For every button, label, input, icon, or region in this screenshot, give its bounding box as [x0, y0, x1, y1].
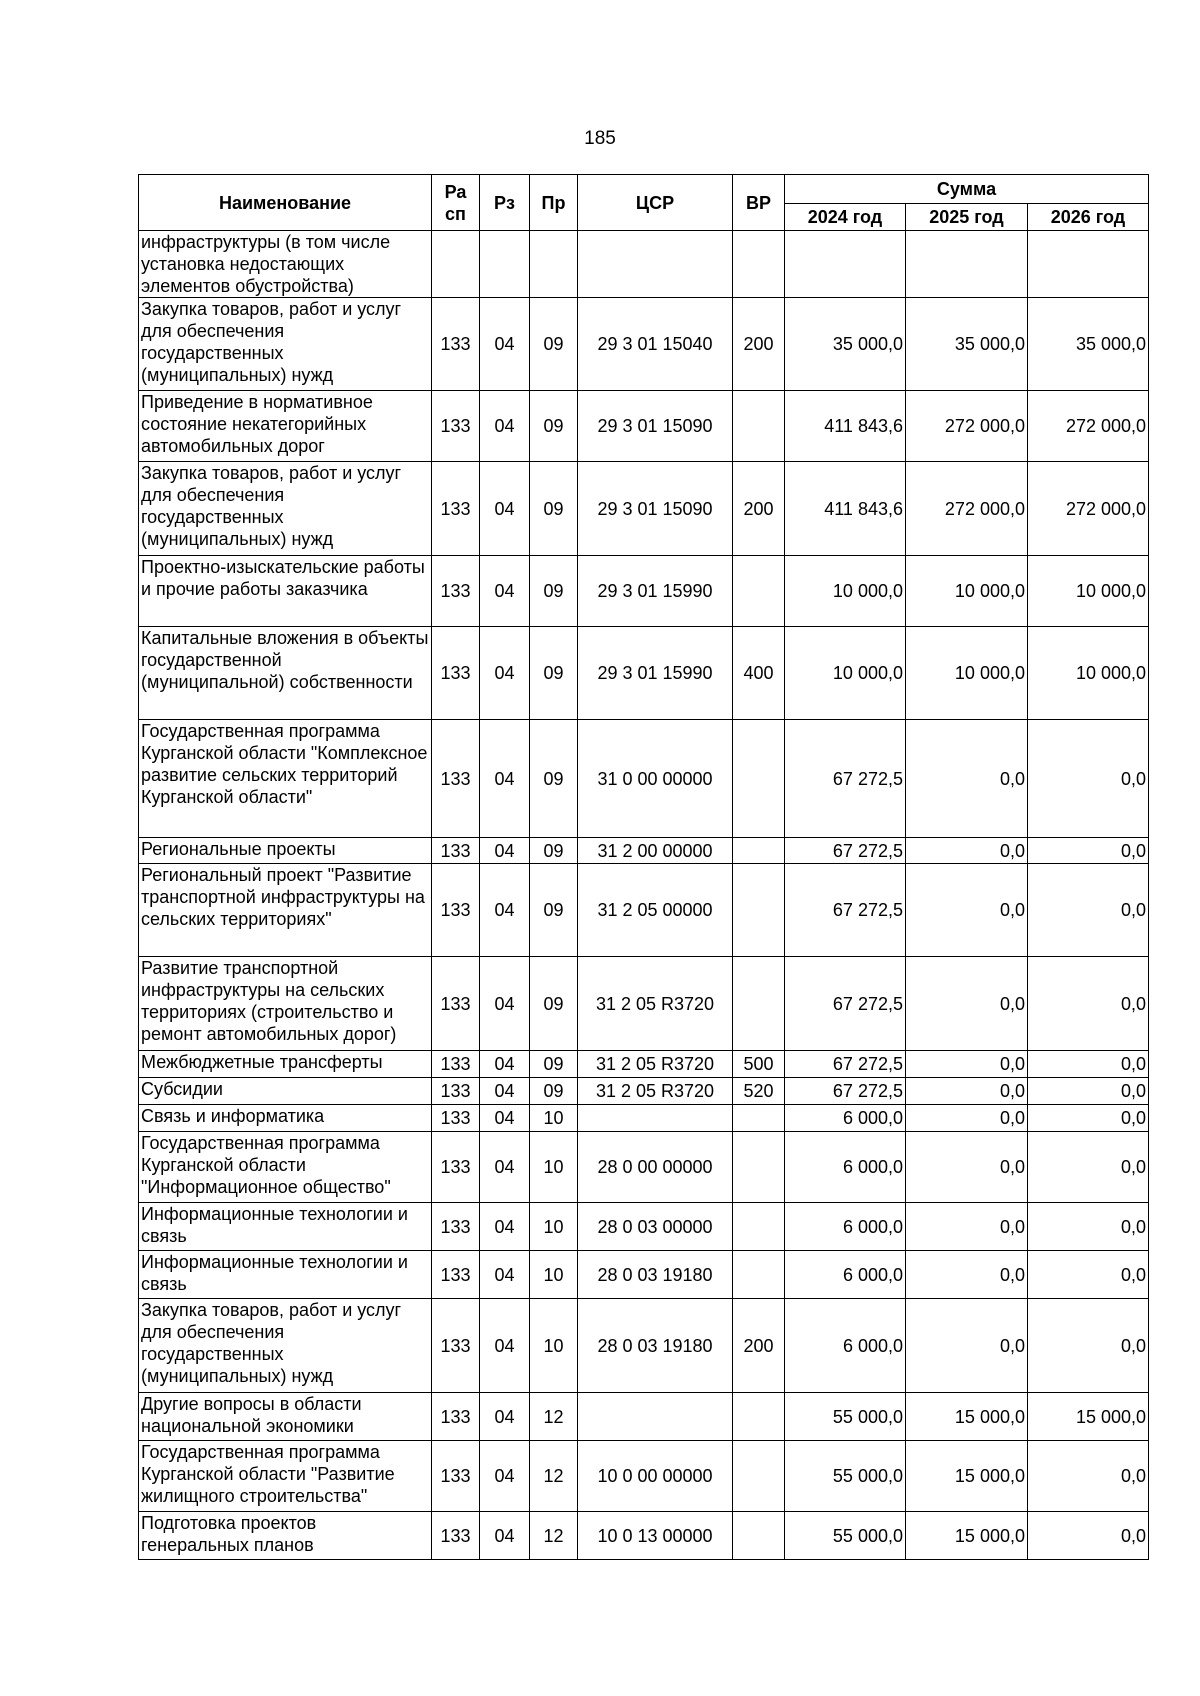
cell-rz: 04 [480, 298, 530, 391]
cell-name: Закупка товаров, работ и услуг для обеспечения государственных (муниципальных) нужд [139, 1299, 432, 1393]
cell-2025: 0,0 [906, 957, 1028, 1051]
cell-csr: 29 3 01 15990 [578, 627, 733, 720]
cell-rasp: 133 [432, 556, 480, 627]
table-row [139, 1251, 1149, 1299]
cell-rz: 04 [480, 1393, 530, 1441]
cell-rz: 04 [480, 957, 530, 1051]
table-row [139, 231, 1149, 298]
cell-vr [733, 1203, 785, 1251]
header-rz: Рз [480, 175, 530, 231]
cell-2026: 15 000,0 [1028, 1393, 1149, 1441]
cell-name: Закупка товаров, работ и услуг для обеспечения государственных (муниципальных) нужд [139, 298, 432, 391]
cell-pr: 12 [530, 1393, 578, 1441]
cell-rz: 04 [480, 1251, 530, 1299]
cell-name: инфраструктуры (в том числе установка недостающих элементов обустройства) [139, 231, 432, 298]
cell-vr [733, 864, 785, 957]
cell-2024: 10 000,0 [785, 556, 906, 627]
page-number: 185 [584, 128, 616, 149]
cell-2024: 67 272,5 [785, 838, 906, 864]
cell-csr: 28 0 03 00000 [578, 1203, 733, 1251]
cell-csr: 10 0 00 00000 [578, 1441, 733, 1512]
cell-2024 [785, 231, 906, 298]
cell-vr: 200 [733, 1299, 785, 1393]
cell-csr: 29 3 01 15040 [578, 298, 733, 391]
table-row [139, 1203, 1149, 1251]
cell-csr: 29 3 01 15090 [578, 462, 733, 556]
cell-2025: 272 000,0 [906, 462, 1028, 556]
cell-vr: 200 [733, 462, 785, 556]
cell-pr: 09 [530, 627, 578, 720]
cell-csr: 31 2 00 00000 [578, 838, 733, 864]
table-row [139, 556, 1149, 627]
cell-2026: 0,0 [1028, 864, 1149, 957]
cell-rasp: 133 [432, 462, 480, 556]
cell-rz: 04 [480, 627, 530, 720]
cell-csr: 31 2 05 00000 [578, 864, 733, 957]
cell-rasp [432, 231, 480, 298]
cell-pr: 09 [530, 864, 578, 957]
cell-rasp: 133 [432, 298, 480, 391]
cell-vr [733, 1512, 785, 1560]
cell-2026: 272 000,0 [1028, 391, 1149, 462]
cell-2025 [906, 231, 1028, 298]
cell-2024: 411 843,6 [785, 462, 906, 556]
cell-2025: 35 000,0 [906, 298, 1028, 391]
cell-pr: 10 [530, 1299, 578, 1393]
cell-name: Информационные технологии и связь [139, 1203, 432, 1251]
cell-rz: 04 [480, 391, 530, 462]
cell-csr [578, 231, 733, 298]
cell-rz: 04 [480, 838, 530, 864]
cell-name: Проектно-изыскательские работы и прочие работы заказчика [139, 556, 432, 627]
cell-rz: 04 [480, 1441, 530, 1512]
cell-2024: 411 843,6 [785, 391, 906, 462]
cell-rz: 04 [480, 556, 530, 627]
cell-2025: 0,0 [906, 1299, 1028, 1393]
table-row [139, 298, 1149, 391]
table-row [139, 864, 1149, 957]
cell-pr: 10 [530, 1105, 578, 1132]
cell-vr [733, 391, 785, 462]
cell-2025: 0,0 [906, 864, 1028, 957]
cell-pr: 09 [530, 838, 578, 864]
header-name: Наименование [139, 175, 432, 231]
cell-name: Другие вопросы в области национальной экономики [139, 1393, 432, 1441]
table-row [139, 391, 1149, 462]
cell-csr [578, 1393, 733, 1441]
cell-rasp: 133 [432, 1441, 480, 1512]
cell-2025: 272 000,0 [906, 391, 1028, 462]
cell-rz: 04 [480, 1051, 530, 1078]
cell-2024: 67 272,5 [785, 1078, 906, 1105]
cell-csr: 31 0 00 00000 [578, 720, 733, 838]
cell-name: Региональный проект "Развитие транспортной инфраструктуры на сельских территориях" [139, 864, 432, 957]
cell-pr: 12 [530, 1512, 578, 1560]
cell-pr: 09 [530, 957, 578, 1051]
cell-rasp: 133 [432, 1078, 480, 1105]
cell-csr: 31 2 05 R3720 [578, 1078, 733, 1105]
cell-2025: 0,0 [906, 1203, 1028, 1251]
cell-rz: 04 [480, 1512, 530, 1560]
cell-rz: 04 [480, 1299, 530, 1393]
cell-2026: 0,0 [1028, 1203, 1149, 1251]
cell-csr: 29 3 01 15090 [578, 391, 733, 462]
cell-2025: 0,0 [906, 1051, 1028, 1078]
cell-2026: 0,0 [1028, 1051, 1149, 1078]
cell-rasp: 133 [432, 1393, 480, 1441]
header-vr: ВР [733, 175, 785, 231]
cell-name: Государственная программа Курганской области "Комплексное развитие сельских территорий Курганской области" [139, 720, 432, 838]
cell-2026: 0,0 [1028, 720, 1149, 838]
table-row [139, 957, 1149, 1051]
cell-name: Государственная программа Курганской области "Развитие жилищного строительства" [139, 1441, 432, 1512]
cell-rz: 04 [480, 720, 530, 838]
table-row [139, 1393, 1149, 1441]
cell-2025: 0,0 [906, 1105, 1028, 1132]
cell-csr: 31 2 05 R3720 [578, 1051, 733, 1078]
cell-2026: 10 000,0 [1028, 627, 1149, 720]
cell-csr [578, 1105, 733, 1132]
table-row [139, 1078, 1149, 1105]
cell-2026: 0,0 [1028, 838, 1149, 864]
cell-name: Государственная программа Курганской области "Информационное общество" [139, 1132, 432, 1203]
table-row [139, 720, 1149, 838]
cell-2026: 0,0 [1028, 1132, 1149, 1203]
cell-2024: 55 000,0 [785, 1441, 906, 1512]
cell-vr [733, 1251, 785, 1299]
budget-table [138, 174, 1149, 1560]
cell-vr: 500 [733, 1051, 785, 1078]
header-2026: 2026 год [1028, 204, 1149, 231]
cell-csr: 31 2 05 R3720 [578, 957, 733, 1051]
cell-2025: 10 000,0 [906, 627, 1028, 720]
cell-rasp: 133 [432, 1132, 480, 1203]
header-pr: Пр [530, 175, 578, 231]
table-row [139, 462, 1149, 556]
table-row [139, 1441, 1149, 1512]
cell-rz [480, 231, 530, 298]
cell-name: Подготовка проектов генеральных планов [139, 1512, 432, 1560]
header-2024: 2024 год [785, 204, 906, 231]
cell-2024: 6 000,0 [785, 1299, 906, 1393]
cell-2025: 15 000,0 [906, 1441, 1028, 1512]
table-row [139, 1299, 1149, 1393]
table-row [139, 838, 1149, 864]
cell-rasp: 133 [432, 1203, 480, 1251]
cell-pr: 09 [530, 391, 578, 462]
cell-vr: 400 [733, 627, 785, 720]
cell-pr: 10 [530, 1251, 578, 1299]
cell-2024: 67 272,5 [785, 957, 906, 1051]
cell-csr: 28 0 00 00000 [578, 1132, 733, 1203]
cell-name: Капитальные вложения в объекты государственной (муниципальной) собственности [139, 627, 432, 720]
cell-2026: 0,0 [1028, 1251, 1149, 1299]
cell-csr: 28 0 03 19180 [578, 1251, 733, 1299]
cell-pr: 09 [530, 1051, 578, 1078]
cell-name: Субсидии [139, 1078, 432, 1105]
cell-2026: 272 000,0 [1028, 462, 1149, 556]
cell-vr: 200 [733, 298, 785, 391]
cell-2025: 0,0 [906, 720, 1028, 838]
cell-rz: 04 [480, 1132, 530, 1203]
cell-vr [733, 1132, 785, 1203]
table-header [139, 175, 1149, 231]
cell-name: Межбюджетные трансферты [139, 1051, 432, 1078]
cell-rasp: 133 [432, 1105, 480, 1132]
cell-2025: 0,0 [906, 1251, 1028, 1299]
cell-2024: 55 000,0 [785, 1512, 906, 1560]
cell-2025: 0,0 [906, 1132, 1028, 1203]
table-row [139, 627, 1149, 720]
cell-vr [733, 957, 785, 1051]
cell-2025: 15 000,0 [906, 1512, 1028, 1560]
cell-rasp: 133 [432, 1051, 480, 1078]
cell-csr: 10 0 13 00000 [578, 1512, 733, 1560]
cell-rz: 04 [480, 1105, 530, 1132]
cell-pr: 09 [530, 462, 578, 556]
cell-rz: 04 [480, 1078, 530, 1105]
cell-vr [733, 720, 785, 838]
cell-2026: 35 000,0 [1028, 298, 1149, 391]
cell-csr: 28 0 03 19180 [578, 1299, 733, 1393]
cell-vr [733, 838, 785, 864]
cell-2024: 67 272,5 [785, 720, 906, 838]
cell-2024: 6 000,0 [785, 1105, 906, 1132]
cell-name: Информационные технологии и связь [139, 1251, 432, 1299]
cell-csr: 29 3 01 15990 [578, 556, 733, 627]
cell-rasp: 133 [432, 864, 480, 957]
cell-name: Региональные проекты [139, 838, 432, 864]
cell-vr: 520 [733, 1078, 785, 1105]
cell-2025: 0,0 [906, 1078, 1028, 1105]
cell-rasp: 133 [432, 1251, 480, 1299]
cell-rasp: 133 [432, 1299, 480, 1393]
header-sum: Сумма [785, 175, 1149, 204]
cell-vr [733, 231, 785, 298]
cell-rz: 04 [480, 1203, 530, 1251]
cell-2024: 6 000,0 [785, 1251, 906, 1299]
cell-pr: 09 [530, 720, 578, 838]
table-row [139, 1512, 1149, 1560]
cell-2026: 0,0 [1028, 957, 1149, 1051]
cell-vr [733, 556, 785, 627]
header-rasp: Ра сп [432, 175, 480, 231]
cell-2025: 15 000,0 [906, 1393, 1028, 1441]
table-row [139, 1132, 1149, 1203]
table-row [139, 1105, 1149, 1132]
cell-pr: 12 [530, 1441, 578, 1512]
cell-name: Закупка товаров, работ и услуг для обеспечения государственных (муниципальных) нужд [139, 462, 432, 556]
cell-vr [733, 1393, 785, 1441]
cell-2025: 0,0 [906, 838, 1028, 864]
cell-2024: 55 000,0 [785, 1393, 906, 1441]
cell-name: Связь и информатика [139, 1105, 432, 1132]
cell-2024: 67 272,5 [785, 1051, 906, 1078]
table-body [139, 231, 1149, 1560]
cell-2024: 67 272,5 [785, 864, 906, 957]
cell-name: Развитие транспортной инфраструктуры на сельских территориях (строительство и ремонт автомобильных дорог) [139, 957, 432, 1051]
cell-name: Приведение в нормативное состояние некатегорийных автомобильных дорог [139, 391, 432, 462]
header-2025: 2025 год [906, 204, 1028, 231]
cell-2024: 6 000,0 [785, 1132, 906, 1203]
cell-2024: 10 000,0 [785, 627, 906, 720]
cell-2026: 0,0 [1028, 1078, 1149, 1105]
cell-2025: 10 000,0 [906, 556, 1028, 627]
cell-rz: 04 [480, 462, 530, 556]
cell-rz: 04 [480, 864, 530, 957]
cell-pr [530, 231, 578, 298]
cell-2026: 0,0 [1028, 1105, 1149, 1132]
cell-rasp: 133 [432, 627, 480, 720]
cell-2026: 0,0 [1028, 1299, 1149, 1393]
cell-rasp: 133 [432, 1512, 480, 1560]
cell-2026: 0,0 [1028, 1512, 1149, 1560]
cell-2026: 0,0 [1028, 1441, 1149, 1512]
cell-2024: 6 000,0 [785, 1203, 906, 1251]
cell-rasp: 133 [432, 720, 480, 838]
cell-vr [733, 1441, 785, 1512]
cell-pr: 10 [530, 1203, 578, 1251]
cell-2026 [1028, 231, 1149, 298]
cell-2024: 35 000,0 [785, 298, 906, 391]
cell-pr: 09 [530, 1078, 578, 1105]
cell-2026: 10 000,0 [1028, 556, 1149, 627]
cell-rasp: 133 [432, 957, 480, 1051]
cell-rasp: 133 [432, 838, 480, 864]
cell-pr: 09 [530, 298, 578, 391]
table-row [139, 1051, 1149, 1078]
cell-vr [733, 1105, 785, 1132]
cell-pr: 09 [530, 556, 578, 627]
header-csr: ЦСР [578, 175, 733, 231]
cell-pr: 10 [530, 1132, 578, 1203]
cell-rasp: 133 [432, 391, 480, 462]
